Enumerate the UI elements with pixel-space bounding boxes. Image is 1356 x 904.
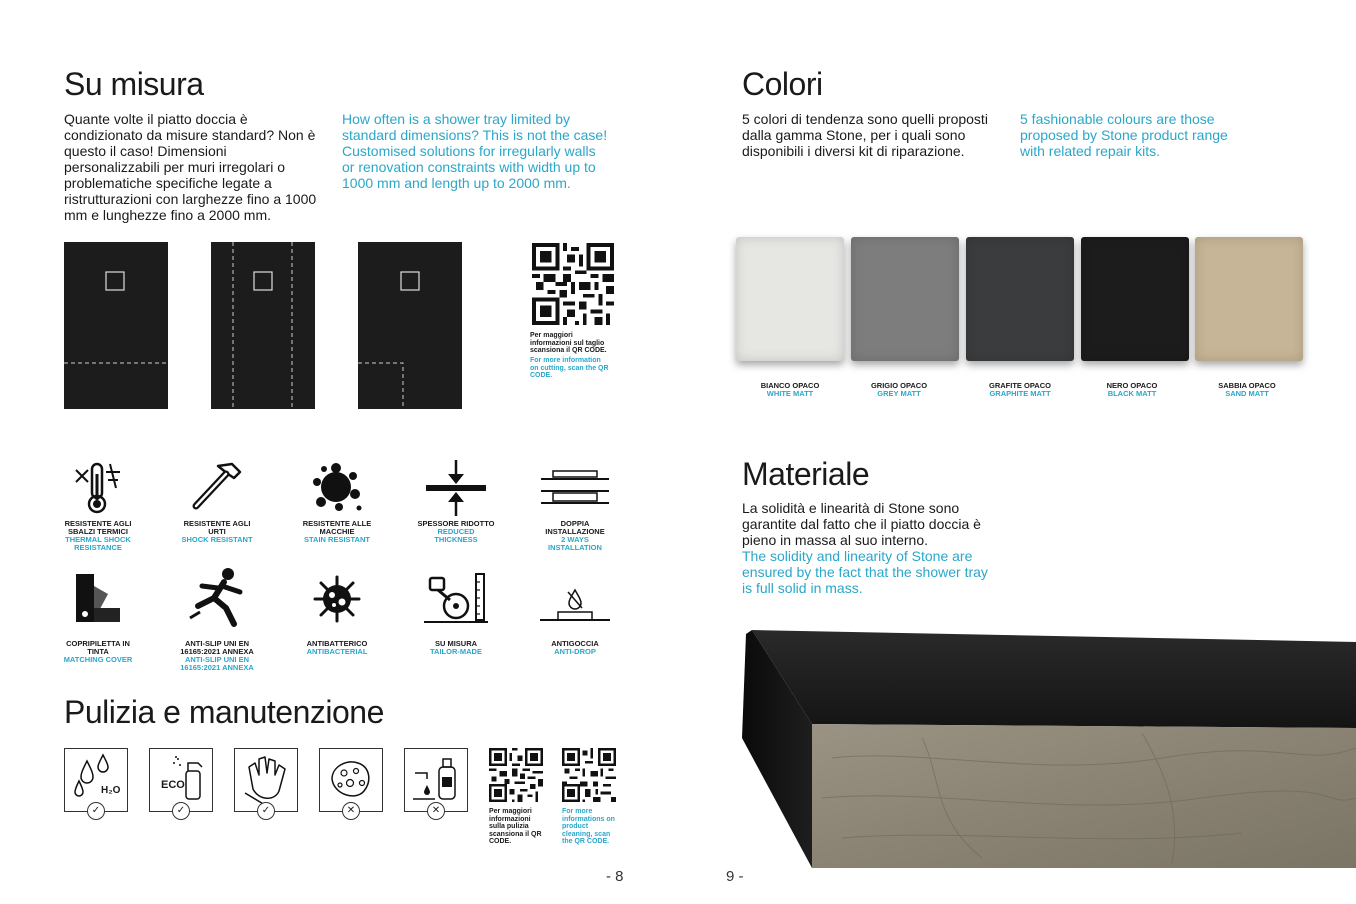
feature-antidrop-it: ANTIGOCCIA xyxy=(551,639,599,648)
feature-antidrop-en: ANTI-DROP xyxy=(554,647,596,656)
qr-cutting-caption-en: For more information on cutting, scan the QR CODE. xyxy=(530,357,609,380)
page-number-left: - 8 xyxy=(606,868,624,885)
feature-shock-en: SHOCK RESISTANT xyxy=(181,535,253,544)
feature-tailor-it: SU MISURA xyxy=(434,639,478,648)
cross-icon: ✕ xyxy=(427,802,445,820)
color-swatch-icon xyxy=(74,572,122,624)
swatch-label-sand xyxy=(1197,382,1297,398)
thermometer-snowflake-drawing xyxy=(72,460,124,514)
slipping-person-drawing xyxy=(188,566,248,628)
colori-text-en: 5 fashionable colours are those proposed by Stone product range with related repair kits. xyxy=(1020,111,1228,159)
tray-cut-corner-drawing xyxy=(358,242,462,409)
qr-code-cutting[interactable] xyxy=(532,243,614,325)
hammer-drawing xyxy=(188,460,244,514)
pulizia-title: Pulizia e manutenzione xyxy=(64,694,384,730)
feature-antibacterial-en: ANTIBACTERIAL xyxy=(306,647,368,656)
feature-shock-it: RESISTENTE AGLI URTI xyxy=(183,519,251,536)
feature-antidrop xyxy=(534,640,616,656)
swatch-label-graphite xyxy=(970,382,1070,398)
feature-antislip-en: ANTI-SLIP UNI EN 16165:2021 ANNEXA xyxy=(180,655,254,672)
feature-cover-it: COPRIPILETTA IN TINTA xyxy=(66,639,130,656)
tray-cut-length xyxy=(64,242,168,409)
colori-title: Colori xyxy=(742,66,823,102)
tray-cut-length-drawing xyxy=(64,242,168,409)
su-misura-text-en: How often is a shower tray limited by standard dimensions? This is not the case! Customised solutions for irregularly walls or renovation constraints with width up to 1000 mm and length up to 2000 mm. xyxy=(342,111,608,191)
thermometer-snowflake-icon xyxy=(72,460,124,514)
feature-tailor-en: TAILOR-MADE xyxy=(430,647,482,656)
qr-code-cleaning-en-image xyxy=(562,748,616,802)
swatch-sand xyxy=(1195,237,1303,361)
color-swatch-drawing xyxy=(74,572,122,624)
tray-cut-corner xyxy=(358,242,462,409)
swatch-sand-en: SAND MATT xyxy=(1225,389,1269,398)
clean-cloth-box xyxy=(234,748,298,816)
tray-cut-width-drawing xyxy=(211,242,315,409)
feature-thermal xyxy=(56,520,140,552)
material-section-image xyxy=(742,628,1356,868)
su-misura-text-it: Quante volte il piatto doccia è condizionato da misure standard? Non è questo il caso! Dimensioni personalizzabili per muri irregolari o problematiche specifiche legate a ristrutturazioni con larghezze fino a 1000 mm e lunghezze fino a 2000 mm. xyxy=(64,111,317,223)
reduced-thickness-icon xyxy=(426,460,486,516)
clean-eco-box xyxy=(149,748,213,816)
swatch-label-grey xyxy=(849,382,949,398)
clean-water-text: H₂O xyxy=(101,785,121,796)
qr-cleaning-caption-it: Per maggiori informazioni sulla pulizia scansiona il QR CODE. xyxy=(489,808,542,846)
page-number-right: 9 - xyxy=(726,868,744,885)
cross-icon: ✕ xyxy=(342,802,360,820)
swatch-label-white xyxy=(740,382,840,398)
swatch-black-it: NERO OPACO xyxy=(1106,381,1158,390)
swatch-black xyxy=(1081,237,1189,361)
clean-eco-text: ECO xyxy=(161,779,185,791)
feature-cover xyxy=(56,640,140,664)
double-installation-drawing xyxy=(541,467,609,511)
feature-installation-it: DOPPIA INSTALLAZIONE xyxy=(545,519,605,536)
swatch-white-it: BIANCO OPACO xyxy=(760,381,820,390)
tray-cut-width xyxy=(211,242,315,409)
swatch-label-black xyxy=(1082,382,1182,398)
anti-drop-drawing xyxy=(540,586,610,624)
feature-installation-en: 2 WAYS INSTALLATION xyxy=(548,535,602,552)
swatch-graphite xyxy=(966,237,1074,361)
cutting-saw-icon xyxy=(424,572,488,624)
swatch-graphite-it: GRAFITE OPACO xyxy=(989,381,1051,390)
feature-thermal-it: RESISTENTE AGLI SBALZI TERMICI xyxy=(64,519,132,536)
materiale-text-it: La solidità e linearità di Stone sono garantite dal fatto che il piatto doccia è pieno in massa al suo interno. xyxy=(742,500,981,548)
stain-splash-icon xyxy=(309,460,363,514)
colori-text-it: 5 colori di tendenza sono quelli proposti dalla gamma Stone, per i quali sono disponibili i diversi kit di riparazione. xyxy=(742,111,988,159)
feature-shock xyxy=(176,520,258,544)
hammer-icon xyxy=(188,460,244,514)
feature-thickness xyxy=(415,520,497,544)
swatch-sand-it: SABBIA OPACO xyxy=(1218,381,1276,390)
qr-cleaning-caption-en: For more informations on product cleaning, scan the QR CODE. xyxy=(562,808,615,846)
feature-stain-en: STAIN RESISTANT xyxy=(304,535,370,544)
cutting-saw-drawing xyxy=(424,572,488,624)
check-icon: ✓ xyxy=(257,802,275,820)
swatch-graphite-en: GRAPHITE MATT xyxy=(989,389,1051,398)
material-section-drawing xyxy=(742,628,1356,868)
swatch-grey xyxy=(851,237,959,361)
check-icon: ✓ xyxy=(87,802,105,820)
clean-water-box xyxy=(64,748,128,816)
swatch-white xyxy=(736,237,844,361)
feature-antibacterial xyxy=(296,640,378,656)
swatch-grey-it: GRIGIO OPACO xyxy=(870,381,928,390)
feature-antibacterial-it: ANTIBATTERICO xyxy=(306,639,368,648)
qr-code-cutting-image xyxy=(532,243,614,325)
feature-thickness-it: SPESSORE RIDOTTO xyxy=(417,519,495,528)
stain-splash-drawing xyxy=(309,460,363,514)
double-installation-icon xyxy=(541,467,609,511)
feature-antislip xyxy=(172,640,262,672)
feature-installation xyxy=(534,520,616,552)
check-icon: ✓ xyxy=(172,802,190,820)
anti-drop-icon xyxy=(540,586,610,624)
swatch-black-en: BLACK MATT xyxy=(1107,389,1157,398)
feature-thermal-en: THERMAL SHOCK RESISTANCE xyxy=(65,535,131,552)
feature-stain-it: RESISTENTE ALLE MACCHIE xyxy=(302,519,372,536)
qr-code-cleaning-it-image xyxy=(489,748,543,802)
qr-code-cleaning-en[interactable] xyxy=(562,748,616,802)
feature-tailor xyxy=(415,640,497,656)
materiale-title: Materiale xyxy=(742,456,870,492)
materiale-text-en: The solidity and linearity of Stone are ensured by the fact that the shower tray is full solid in mass. xyxy=(742,548,988,596)
su-misura-title: Su misura xyxy=(64,66,204,102)
feature-antislip-it: ANTI-SLIP UNI EN 16165:2021 ANNEXA xyxy=(180,639,254,656)
bacteria-icon xyxy=(312,574,362,624)
qr-cutting-caption-it: Per maggiori informazioni sul taglio scansiona il QR CODE. xyxy=(530,332,607,355)
feature-cover-en: MATCHING COVER xyxy=(63,655,133,664)
qr-code-cleaning-it[interactable] xyxy=(489,748,543,802)
clean-sponge-box xyxy=(319,748,383,816)
swatch-grey-en: GREY MATT xyxy=(877,389,921,398)
feature-thickness-en: REDUCED THICKNESS xyxy=(434,527,478,544)
reduced-thickness-drawing xyxy=(426,460,486,516)
slipping-person-icon xyxy=(188,566,248,628)
bacteria-drawing xyxy=(312,574,362,624)
feature-stain xyxy=(296,520,378,544)
clean-chemical-box xyxy=(404,748,468,816)
swatch-white-en: WHITE MATT xyxy=(766,389,814,398)
